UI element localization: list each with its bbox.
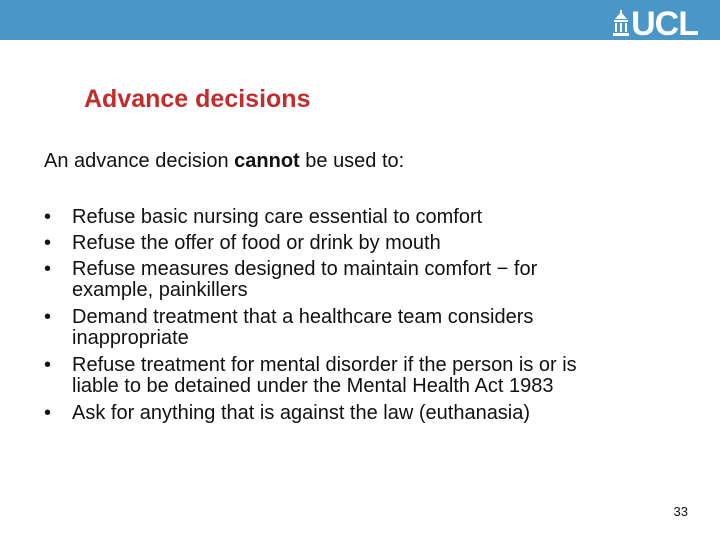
header-bar xyxy=(0,0,720,43)
ucl-logo xyxy=(613,5,698,43)
bullet-dot: • xyxy=(44,206,52,228)
bullet-item xyxy=(44,230,694,256)
bullet-text: Ask for anything that is against the law (euthanasia) xyxy=(72,402,531,424)
bullet-text-continued: inappropriate xyxy=(72,327,189,349)
bullet-list xyxy=(44,204,694,426)
bullet-text-continued: liable to be detained under the Mental Health Act 1983 xyxy=(72,375,554,397)
bullet-text: Refuse the offer of food or drink by mouth xyxy=(72,232,441,254)
bullet-item xyxy=(44,256,694,301)
intro-text-end: be used to: xyxy=(299,150,405,172)
slide-title: Advance decisions xyxy=(84,85,311,113)
bullet-text: Refuse measures designed to maintain comfort − for xyxy=(72,258,538,280)
portico-icon xyxy=(613,10,629,36)
bullet-text-continued: example, painkillers xyxy=(72,279,248,301)
bullet-dot: • xyxy=(44,258,52,280)
intro-text-start: An advance decision xyxy=(44,150,235,172)
intro-emphasis: cannot xyxy=(234,150,300,172)
intro-text xyxy=(44,148,404,174)
bullet-text: Refuse basic nursing care essential to comfort xyxy=(72,206,483,228)
bullet-dot: • xyxy=(44,354,52,376)
bullet-item xyxy=(44,304,694,349)
bullet-item xyxy=(44,400,694,426)
bullet-dot: • xyxy=(44,232,52,254)
bullet-text: Demand treatment that a healthcare team considers xyxy=(72,306,534,328)
bullet-text: Refuse treatment for mental disorder if the person is or is xyxy=(72,354,577,376)
slide-number: 33 xyxy=(673,504,688,519)
bullet-dot: • xyxy=(44,402,52,424)
bullet-item xyxy=(44,352,694,397)
logo-text: UCL xyxy=(631,5,698,43)
bullet-dot: • xyxy=(44,306,52,328)
bullet-item xyxy=(44,204,694,230)
